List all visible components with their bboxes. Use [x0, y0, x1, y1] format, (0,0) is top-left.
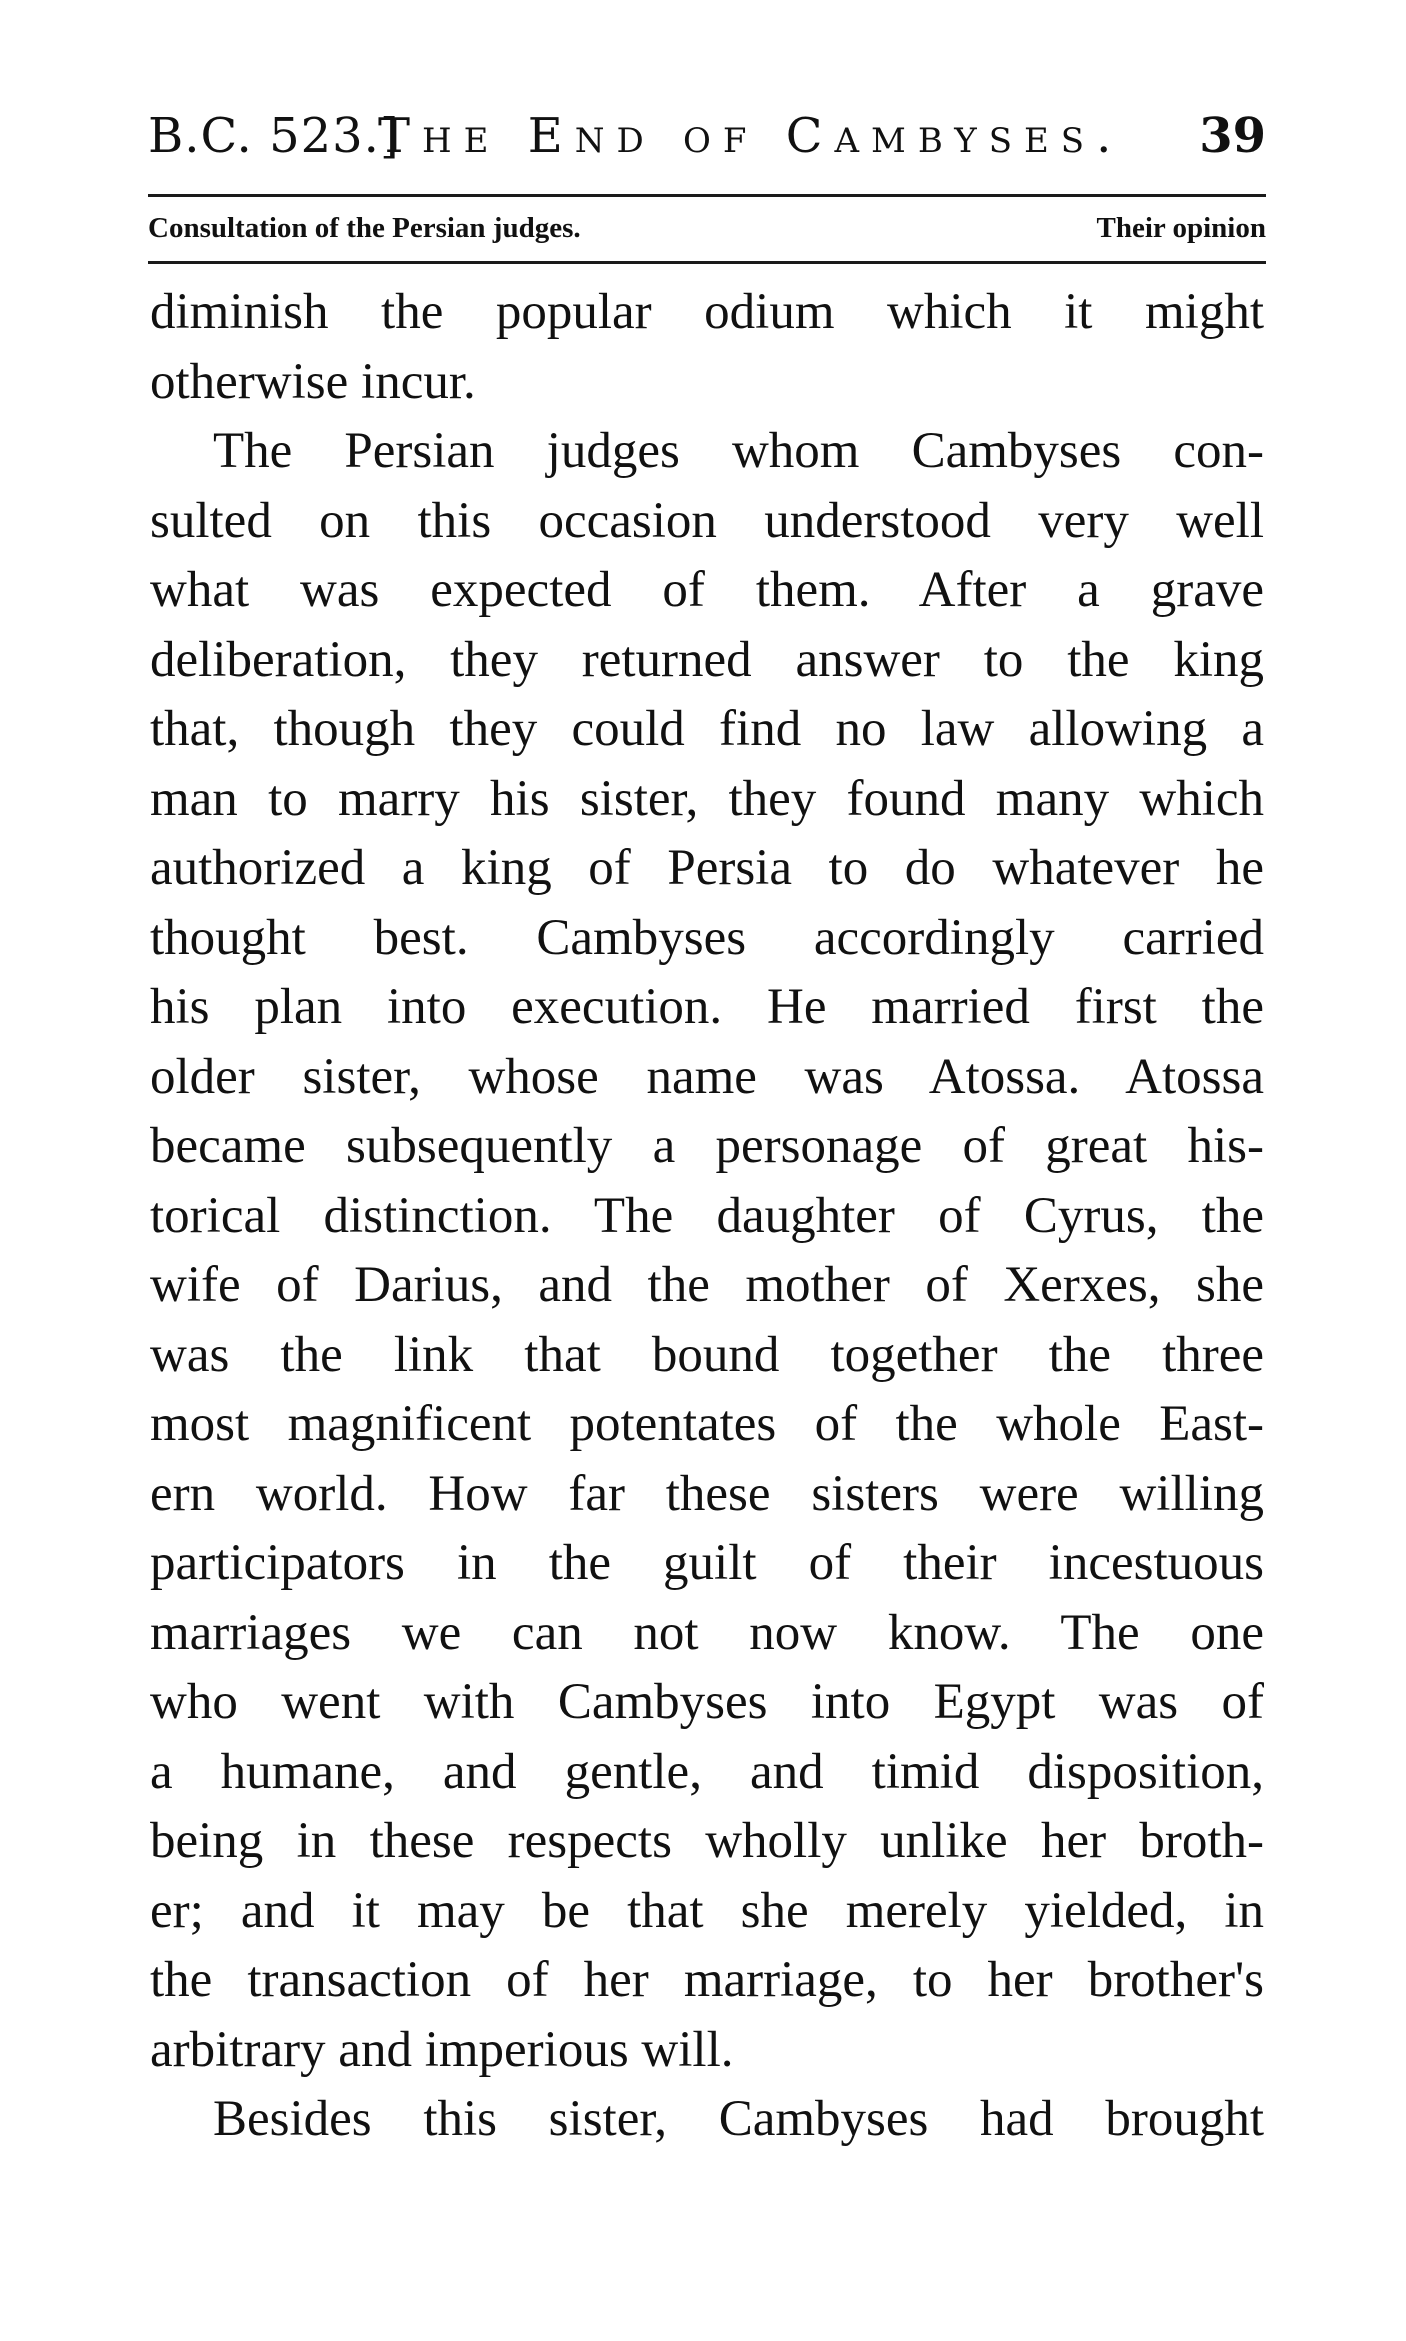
text-line: most magnificent potentates of the whole East-	[150, 1396, 1264, 1452]
text-line: The Persian judges whom Cambyses con-	[213, 423, 1264, 479]
text-line: arbitrary and imperious will.	[150, 2021, 734, 2078]
text-line: man to marry his sister, they found many which	[150, 770, 1264, 827]
text-line: a humane, and gentle, and timid disposition,	[150, 1743, 1264, 1800]
header-rule-bottom	[148, 261, 1266, 264]
text-line: the transaction of her marriage, to her brother's	[150, 1952, 1264, 2008]
header-rule-top	[148, 194, 1266, 197]
text-line: sulted on this occasion understood very well	[150, 492, 1264, 549]
text-line: otherwise incur.	[150, 353, 476, 410]
body-text	[150, 278, 1264, 2155]
text-line: became subsequently a personage of great his-	[150, 1118, 1264, 1174]
text-line: wife of Darius, and the mother of Xerxes, she	[150, 1257, 1264, 1313]
marginal-subhead	[148, 212, 1266, 252]
text-line: being in these respects wholly unlike her broth-	[150, 1813, 1264, 1869]
text-line: that, though they could find no law allowing a	[150, 701, 1264, 757]
text-line: Besides this sister, Cambyses had brought	[213, 2091, 1264, 2147]
page-number: 39	[1199, 108, 1266, 164]
text-line: was the link that bound together the three	[150, 1326, 1264, 1383]
text-line: marriages we can not now know. The one	[150, 1604, 1264, 1661]
text-line: thought best. Cambyses accordingly carried	[150, 909, 1264, 966]
text-line: er; and it may be that she merely yielded, in	[150, 1882, 1264, 1939]
text-line: participators in the guilt of their incestuous	[150, 1535, 1264, 1591]
text-line: torical distinction. The daughter of Cyrus, the	[150, 1187, 1264, 1244]
running-head-date: B.C. 523.]	[148, 108, 400, 164]
text-line: deliberation, they returned answer to the king	[150, 631, 1264, 688]
text-line: diminish the popular odium which it might	[150, 284, 1264, 340]
text-line: who went with Cambyses into Egypt was of	[150, 1674, 1264, 1730]
text-line: ern world. How far these sisters were willing	[150, 1465, 1264, 1522]
text-line: authorized a king of Persia to do whatever he	[150, 840, 1264, 896]
text-line: his plan into execution. He married first the	[150, 979, 1264, 1035]
running-head	[148, 108, 1266, 178]
running-head-title: The End of Cambyses.	[378, 108, 1124, 164]
text-line: what was expected of them. After a grave	[150, 562, 1264, 618]
subhead-topic: Consultation of the Persian judges.	[148, 212, 581, 244]
text-line: older sister, whose name was Atossa. Atossa	[150, 1048, 1264, 1105]
subhead-topic-continued: Their opinion	[1096, 212, 1266, 244]
